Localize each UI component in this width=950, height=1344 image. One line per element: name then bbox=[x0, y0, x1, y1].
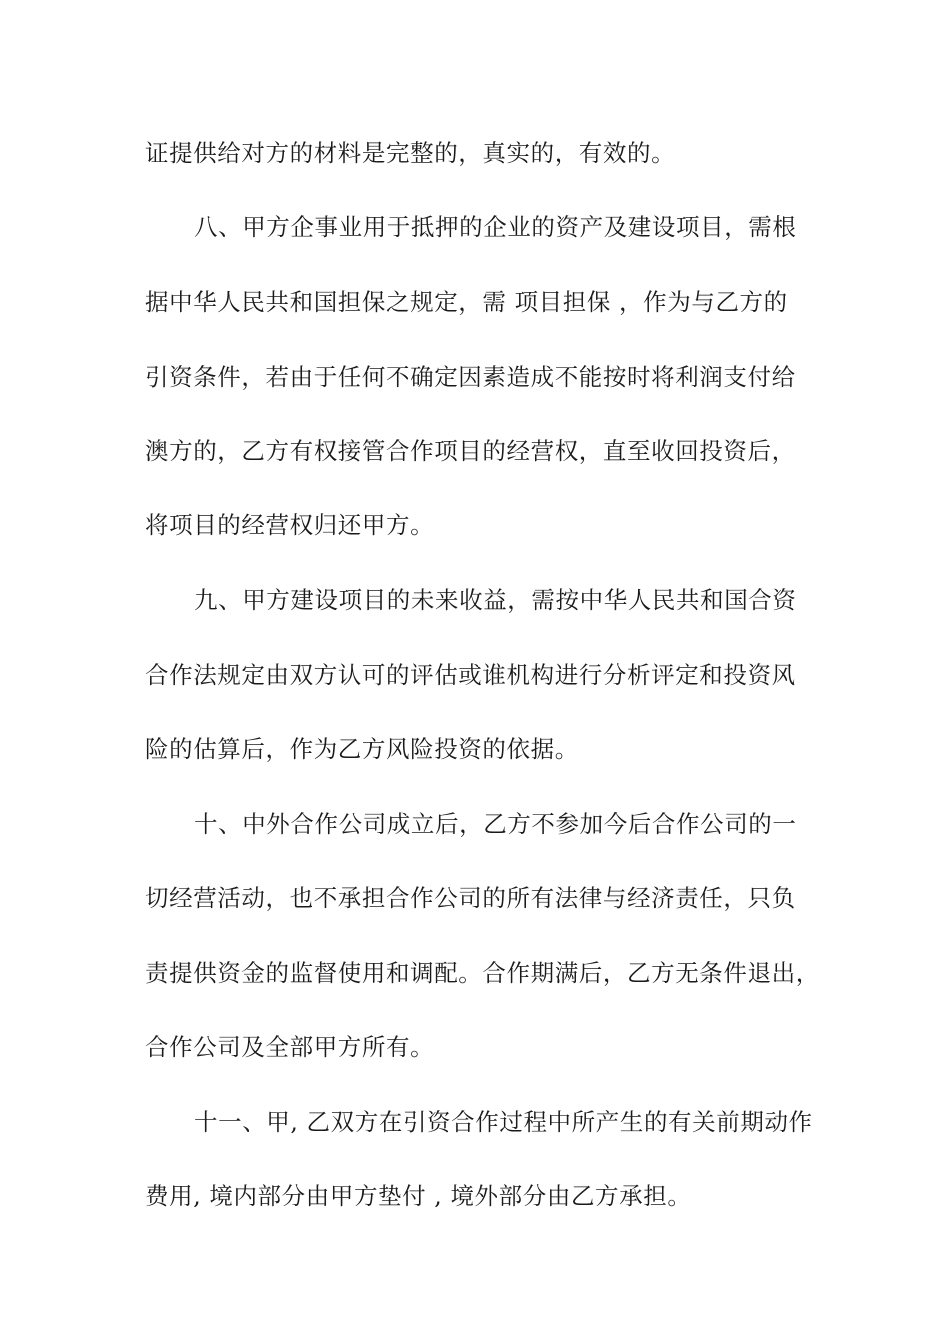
text-line-clause-8: 八、甲方企事业用于抵押的企业的资产及建设项目，需根 bbox=[194, 213, 797, 241]
text-line-clause-11: 十一、甲, 乙双方在引资合作过程中所产生的有关前期动作 bbox=[194, 1108, 813, 1136]
text-line: 据中华人民共和国担保之规定，需 项目担保 ，作为与乙方的 bbox=[145, 288, 788, 316]
text-line-clause-9: 九、甲方建设项目的未来收益，需按中华人民共和国合资 bbox=[194, 586, 797, 614]
text-line: 险的估算后，作为乙方风险投资的依据。 bbox=[145, 735, 579, 763]
text-line: 引资条件，若由于任何不确定因素造成不能按时将利润支付给 bbox=[145, 363, 796, 391]
text-line-clause-10: 十、中外合作公司成立后，乙方不参加今后合作公司的一 bbox=[194, 810, 797, 838]
text-line: 切经营活动，也不承担合作公司的所有法律与经济责任，只负 bbox=[145, 884, 796, 912]
text-line: 合作公司及全部甲方所有。 bbox=[145, 1033, 435, 1061]
text-line: 责提供资金的监督使用和调配。合作期满后，乙方无条件退出， bbox=[145, 959, 820, 987]
text-line: 合作法规定由双方认可的评估或谁机构进行分析评定和投资风 bbox=[145, 661, 796, 689]
text-line: 澳方的，乙方有权接管合作项目的经营权，直至收回投资后， bbox=[145, 437, 796, 465]
text-line: 证提供给对方的材料是完整的，真实的，有效的。 bbox=[145, 139, 676, 167]
text-line: 将项目的经营权归还甲方。 bbox=[145, 511, 435, 539]
text-line: 费用, 境内部分由甲方垫付 , 境外部分由乙方承担。 bbox=[145, 1182, 692, 1210]
